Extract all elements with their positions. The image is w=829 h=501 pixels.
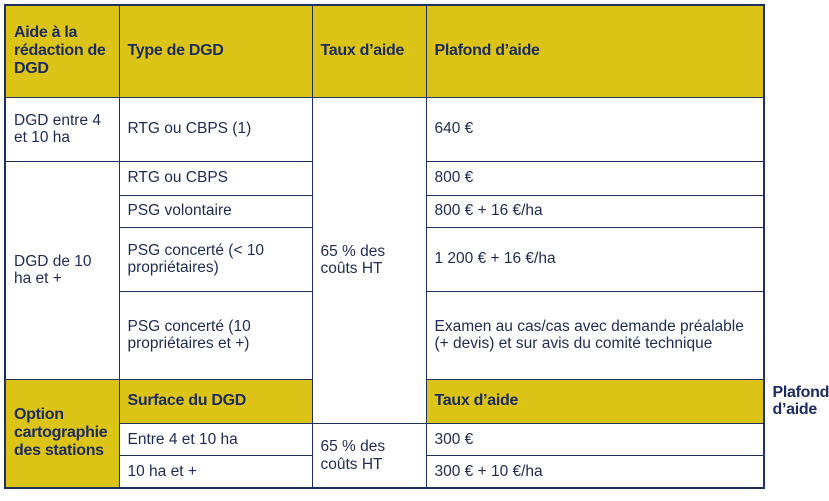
taux-cell: 65 % des coûts HT <box>312 97 426 424</box>
aid-table <box>4 4 829 489</box>
type-cell: RTG ou CBPS <box>119 161 312 195</box>
plafond-cell: 640 € <box>426 97 764 161</box>
header-surface-dgd: Surface du DGD <box>119 379 312 424</box>
option-header-row: Option cartographie des stations Surface du DGD Taux d’aide Plafond d’aide <box>5 379 764 424</box>
header-aide-redaction: Aide à la rédaction de DGD <box>5 5 119 97</box>
option-cartographie-label: Option cartographie des stations <box>5 379 119 488</box>
header-plafond-aide: Plafond d’aide <box>426 5 764 97</box>
aid-table-container <box>4 4 829 489</box>
type-cell: PSG concerté (10 propriétaires et +) <box>119 291 312 379</box>
surface-cell: 10 ha et + <box>119 456 312 488</box>
plafond-cell: 300 € + 10 €/ha <box>426 456 764 488</box>
surface-cell: Entre 4 et 10 ha <box>119 424 312 456</box>
table-row <box>5 97 764 161</box>
group-dgd-10-plus: DGD de 10 ha et + <box>5 161 119 379</box>
type-cell: PSG concerté (< 10 propriétaires) <box>119 227 312 291</box>
group-dgd-4-10: DGD entre 4 et 10 ha <box>5 97 119 161</box>
header-taux-aide: Taux d’aide <box>312 5 426 97</box>
type-cell: PSG volontaire <box>119 195 312 227</box>
plafond-cell: 800 € <box>426 161 764 195</box>
header-taux-aide-2: Taux d’aide <box>426 379 764 424</box>
taux-cell-2: 65 % des coûts HT <box>312 424 426 488</box>
plafond-cell: 800 € + 16 €/ha <box>426 195 764 227</box>
plafond-cell: 300 € <box>426 424 764 456</box>
table-row <box>5 424 764 456</box>
plafond-cell: Examen au cas/cas avec demande préalable (+ devis) et sur avis du comité technique <box>426 291 764 379</box>
table-header-row <box>5 5 764 97</box>
type-cell: RTG ou CBPS (1) <box>119 97 312 161</box>
plafond-cell: 1 200 € + 16 €/ha <box>426 227 764 291</box>
header-type-dgd: Type de DGD <box>119 5 312 97</box>
